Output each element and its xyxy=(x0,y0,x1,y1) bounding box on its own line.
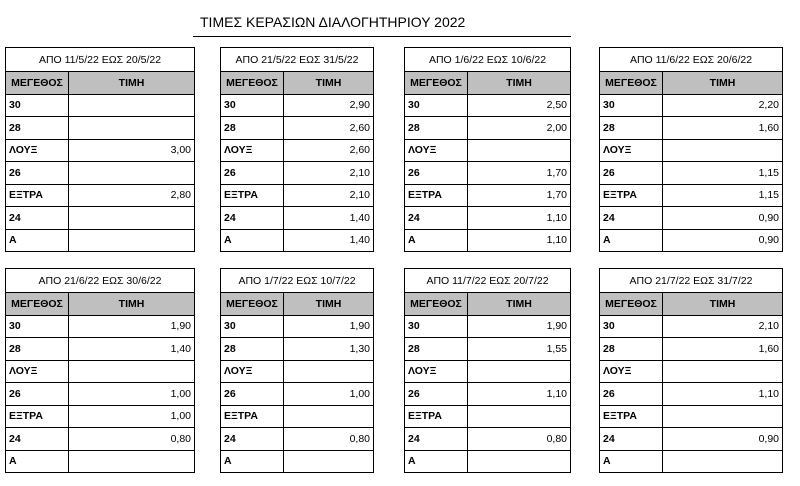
table-row xyxy=(405,94,571,117)
size-cell: Α xyxy=(600,450,663,473)
price-cell xyxy=(284,405,374,428)
size-cell: ΛΟΥΞ xyxy=(221,139,284,162)
size-column-header: ΜΕΓΕΘΟΣ xyxy=(221,293,284,316)
price-column-header: ΤΙΜΗ xyxy=(468,72,571,95)
price-cell: 2,90 xyxy=(284,94,374,117)
size-cell: 28 xyxy=(600,117,663,140)
size-column-header: ΜΕΓΕΘΟΣ xyxy=(405,72,468,95)
table-row xyxy=(405,117,571,140)
table-row xyxy=(221,405,374,428)
table-row xyxy=(6,450,195,473)
price-cell xyxy=(69,207,195,230)
period-header: ΑΠΟ 1/6/22 ΕΩΣ 10/6/22 xyxy=(405,48,571,72)
size-cell: 28 xyxy=(221,338,284,361)
price-cell: 1,90 xyxy=(284,315,374,338)
period-header: ΑΠΟ 11/7/22 ΕΩΣ 20/7/22 xyxy=(405,269,571,293)
price-cell xyxy=(468,360,571,383)
price-column-header: ΤΙΜΗ xyxy=(69,72,195,95)
price-cell xyxy=(468,450,571,473)
price-cell xyxy=(69,162,195,185)
price-cell xyxy=(663,450,783,473)
size-cell: Α xyxy=(600,229,663,252)
table-row xyxy=(221,315,374,338)
size-cell: 30 xyxy=(600,94,663,117)
size-cell: ΕΞΤΡΑ xyxy=(405,405,468,428)
price-column-header: ΤΙΜΗ xyxy=(69,293,195,316)
price-table-7 xyxy=(404,268,571,473)
size-column-header: ΜΕΓΕΘΟΣ xyxy=(6,72,69,95)
price-cell: 1,90 xyxy=(69,315,195,338)
price-cell: 2,10 xyxy=(284,184,374,207)
size-cell: 28 xyxy=(405,117,468,140)
table-row xyxy=(221,450,374,473)
table-row xyxy=(405,184,571,207)
size-cell: 28 xyxy=(6,338,69,361)
price-table-5 xyxy=(5,268,195,473)
table-row xyxy=(6,338,195,361)
table-row xyxy=(221,94,374,117)
price-column-header: ΤΙΜΗ xyxy=(284,293,374,316)
size-cell: ΕΞΤΡΑ xyxy=(221,405,284,428)
price-cell: 1,40 xyxy=(284,229,374,252)
price-cell: 1,60 xyxy=(663,117,783,140)
table-row xyxy=(600,162,783,185)
size-column-header: ΜΕΓΕΘΟΣ xyxy=(6,293,69,316)
price-cell: 3,00 xyxy=(69,139,195,162)
size-cell: ΕΞΤΡΑ xyxy=(600,405,663,428)
period-header: ΑΠΟ 11/5/22 ΕΩΣ 20/5/22 xyxy=(6,48,195,72)
price-cell: 2,60 xyxy=(284,117,374,140)
size-cell: ΛΟΥΞ xyxy=(221,360,284,383)
price-cell: 2,60 xyxy=(284,139,374,162)
price-cell: 1,15 xyxy=(663,184,783,207)
table-row xyxy=(600,139,783,162)
size-cell: 24 xyxy=(405,428,468,451)
price-cell: 1,00 xyxy=(284,383,374,406)
size-cell: 28 xyxy=(221,117,284,140)
table-row xyxy=(221,139,374,162)
price-cell xyxy=(663,139,783,162)
table-row xyxy=(600,315,783,338)
table-row xyxy=(405,405,571,428)
table-row xyxy=(405,207,571,230)
table-row xyxy=(221,428,374,451)
price-cell: 0,90 xyxy=(663,428,783,451)
table-row xyxy=(6,315,195,338)
price-cell: 0,80 xyxy=(468,428,571,451)
table-row xyxy=(600,383,783,406)
price-cell xyxy=(69,117,195,140)
size-column-header: ΜΕΓΕΘΟΣ xyxy=(405,293,468,316)
table-row xyxy=(6,428,195,451)
size-cell: ΛΟΥΞ xyxy=(405,360,468,383)
size-cell: ΛΟΥΞ xyxy=(6,360,69,383)
price-cell xyxy=(284,450,374,473)
price-cell xyxy=(69,229,195,252)
price-cell: 1,40 xyxy=(284,207,374,230)
price-cell: 0,80 xyxy=(284,428,374,451)
price-cell: 0,90 xyxy=(663,229,783,252)
table-row xyxy=(600,117,783,140)
size-cell: 30 xyxy=(221,94,284,117)
table-row xyxy=(6,405,195,428)
period-header: ΑΠΟ 1/7/22 ΕΩΣ 10/7/22 xyxy=(221,269,374,293)
price-cell: 2,10 xyxy=(284,162,374,185)
price-table-8 xyxy=(599,268,783,473)
price-cell: 1,40 xyxy=(69,338,195,361)
size-cell: 26 xyxy=(221,383,284,406)
price-cell: 1,00 xyxy=(69,383,195,406)
price-table-6 xyxy=(220,268,374,473)
size-cell: 28 xyxy=(6,117,69,140)
size-cell: 28 xyxy=(600,338,663,361)
price-column-header: ΤΙΜΗ xyxy=(663,293,783,316)
title-underline xyxy=(193,36,571,37)
table-row xyxy=(405,450,571,473)
table-row xyxy=(6,117,195,140)
size-cell: 26 xyxy=(405,162,468,185)
price-cell: 1,90 xyxy=(468,315,571,338)
table-row xyxy=(6,360,195,383)
period-header: ΑΠΟ 21/5/22 ΕΩΣ 31/5/22 xyxy=(221,48,374,72)
table-row xyxy=(221,229,374,252)
size-cell: 24 xyxy=(221,428,284,451)
price-cell xyxy=(69,360,195,383)
size-cell: 26 xyxy=(6,383,69,406)
size-cell: Α xyxy=(405,450,468,473)
table-row xyxy=(405,315,571,338)
table-row xyxy=(600,338,783,361)
size-cell: Α xyxy=(221,229,284,252)
table-row xyxy=(600,360,783,383)
size-cell: 24 xyxy=(6,428,69,451)
size-cell: ΛΟΥΞ xyxy=(405,139,468,162)
size-cell: 30 xyxy=(6,315,69,338)
size-cell: ΕΞΤΡΑ xyxy=(600,184,663,207)
price-cell: 1,55 xyxy=(468,338,571,361)
price-cell xyxy=(468,139,571,162)
size-cell: 26 xyxy=(600,383,663,406)
table-row xyxy=(6,184,195,207)
size-cell: ΕΞΤΡΑ xyxy=(405,184,468,207)
size-cell: 24 xyxy=(600,207,663,230)
price-cell xyxy=(284,360,374,383)
size-cell: 26 xyxy=(600,162,663,185)
size-cell: ΕΞΤΡΑ xyxy=(6,405,69,428)
table-row xyxy=(6,207,195,230)
price-cell xyxy=(468,405,571,428)
price-cell: 0,80 xyxy=(69,428,195,451)
price-cell: 1,30 xyxy=(284,338,374,361)
price-cell: 2,50 xyxy=(468,94,571,117)
size-cell: Α xyxy=(221,450,284,473)
size-cell: ΕΞΤΡΑ xyxy=(221,184,284,207)
size-cell: Α xyxy=(6,229,69,252)
size-cell: ΛΟΥΞ xyxy=(600,139,663,162)
price-cell: 1,10 xyxy=(468,383,571,406)
price-cell: 2,10 xyxy=(663,315,783,338)
table-row xyxy=(6,383,195,406)
size-cell: 24 xyxy=(405,207,468,230)
table-row xyxy=(6,139,195,162)
table-row xyxy=(600,94,783,117)
period-header: ΑΠΟ 21/6/22 ΕΩΣ 30/6/22 xyxy=(6,269,195,293)
price-cell xyxy=(663,360,783,383)
price-cell: 0,90 xyxy=(663,207,783,230)
table-row xyxy=(221,383,374,406)
size-cell: 28 xyxy=(405,338,468,361)
size-cell: 24 xyxy=(600,428,663,451)
table-row xyxy=(6,94,195,117)
table-row xyxy=(221,162,374,185)
price-cell: 1,70 xyxy=(468,162,571,185)
table-row xyxy=(221,207,374,230)
size-cell: 30 xyxy=(221,315,284,338)
size-cell: Α xyxy=(405,229,468,252)
size-cell: Α xyxy=(6,450,69,473)
size-cell: 30 xyxy=(600,315,663,338)
price-cell: 1,70 xyxy=(468,184,571,207)
price-table-3 xyxy=(404,47,571,252)
size-column-header: ΜΕΓΕΘΟΣ xyxy=(221,72,284,95)
price-cell: 1,10 xyxy=(468,229,571,252)
price-cell: 2,20 xyxy=(663,94,783,117)
size-cell: 30 xyxy=(6,94,69,117)
price-table-4 xyxy=(599,47,783,252)
size-cell: ΛΟΥΞ xyxy=(6,139,69,162)
table-row xyxy=(221,184,374,207)
table-row xyxy=(405,428,571,451)
price-cell: 1,00 xyxy=(69,405,195,428)
price-table-2 xyxy=(220,47,374,252)
size-cell: 30 xyxy=(405,94,468,117)
size-cell: 26 xyxy=(405,383,468,406)
price-cell: 1,10 xyxy=(468,207,571,230)
size-column-header: ΜΕΓΕΘΟΣ xyxy=(600,293,663,316)
page-title: ΤΙΜΕΣ ΚΕΡΑΣΙΩΝ ΔΙΑΛΟΓΗΤΗΡΙΟΥ 2022 xyxy=(200,14,466,30)
size-cell: 26 xyxy=(6,162,69,185)
size-cell: 24 xyxy=(6,207,69,230)
price-column-header: ΤΙΜΗ xyxy=(468,293,571,316)
table-row xyxy=(221,360,374,383)
table-row xyxy=(405,229,571,252)
table-row xyxy=(405,338,571,361)
table-row xyxy=(600,207,783,230)
table-row xyxy=(600,450,783,473)
table-row xyxy=(600,428,783,451)
table-row xyxy=(405,360,571,383)
price-column-header: ΤΙΜΗ xyxy=(663,72,783,95)
table-row xyxy=(405,139,571,162)
table-row xyxy=(6,162,195,185)
size-cell: 24 xyxy=(221,207,284,230)
size-cell: ΕΞΤΡΑ xyxy=(6,184,69,207)
period-header: ΑΠΟ 21/7/22 ΕΩΣ 31/7/22 xyxy=(600,269,783,293)
table-row xyxy=(405,162,571,185)
price-column-header: ΤΙΜΗ xyxy=(284,72,374,95)
size-cell: 30 xyxy=(405,315,468,338)
price-cell xyxy=(663,405,783,428)
price-table-1 xyxy=(5,47,195,252)
table-row xyxy=(600,405,783,428)
price-cell xyxy=(69,450,195,473)
size-cell: ΛΟΥΞ xyxy=(600,360,663,383)
price-cell xyxy=(69,94,195,117)
price-cell: 1,15 xyxy=(663,162,783,185)
price-cell: 2,80 xyxy=(69,184,195,207)
price-cell: 1,60 xyxy=(663,338,783,361)
table-row xyxy=(600,184,783,207)
period-header: ΑΠΟ 11/6/22 ΕΩΣ 20/6/22 xyxy=(600,48,783,72)
table-row xyxy=(600,229,783,252)
table-row xyxy=(221,338,374,361)
price-cell: 2,00 xyxy=(468,117,571,140)
table-row xyxy=(221,117,374,140)
size-cell: 26 xyxy=(221,162,284,185)
price-cell: 1,10 xyxy=(663,383,783,406)
table-row xyxy=(6,229,195,252)
size-column-header: ΜΕΓΕΘΟΣ xyxy=(600,72,663,95)
table-row xyxy=(405,383,571,406)
